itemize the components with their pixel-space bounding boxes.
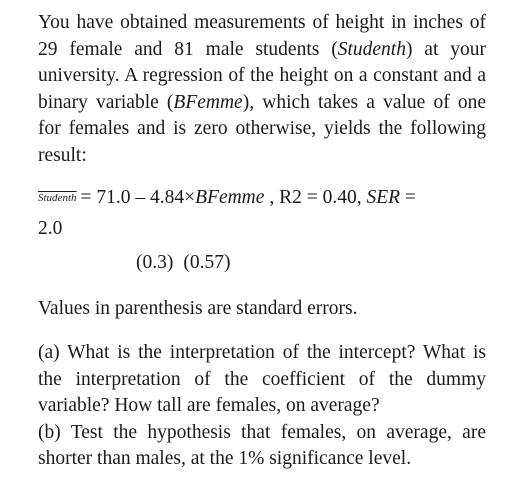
standard-errors-line [38,250,486,277]
equation-ser-label: SER [366,187,401,208]
problem-intro [38,10,486,169]
intro-text-1: You have obtained measurements of height in inches of 29 female and 81 male students ( [38,12,486,60]
intro-text-2: ) at your university. A regression of the height on a constant and a binary variable ( [38,38,486,113]
questions [38,340,486,473]
regression-equation [38,185,486,214]
problem-document [38,10,486,473]
equation-r2-label: , R2 [269,187,302,208]
standard-errors-note: Values in parenthesis are standard errors. [38,297,358,319]
equation-lhs-hat: Studenth [38,192,77,204]
intro-text-3: ), which takes a value of one for females and is zero otherwise, yields the following result: [38,91,486,166]
equation-ser-eq: = [404,187,416,208]
equation-ser-value: 2.0 [38,217,63,239]
intro-variable-studenth: Studenth [337,38,406,60]
question-b: (b) Test the hypothesis that females, on average, are shorter than males, at the 1% significance level. [38,421,486,469]
question-a: (a) What is the interpretation of the intercept? What is the interpretation of the coefficient of the dummy variable? How tall are females, on average? [38,342,486,416]
equation-r2-value: = 0.40, [306,187,362,208]
intro-variable-bfemme: BFemme [173,91,243,113]
se-slope: (0.57) [183,252,231,273]
equation-rhs: = 71.0 – 4.84× [80,187,196,208]
equation-rhs-variable: BFemme [195,187,265,208]
se-intercept: (0.3) [136,252,174,273]
